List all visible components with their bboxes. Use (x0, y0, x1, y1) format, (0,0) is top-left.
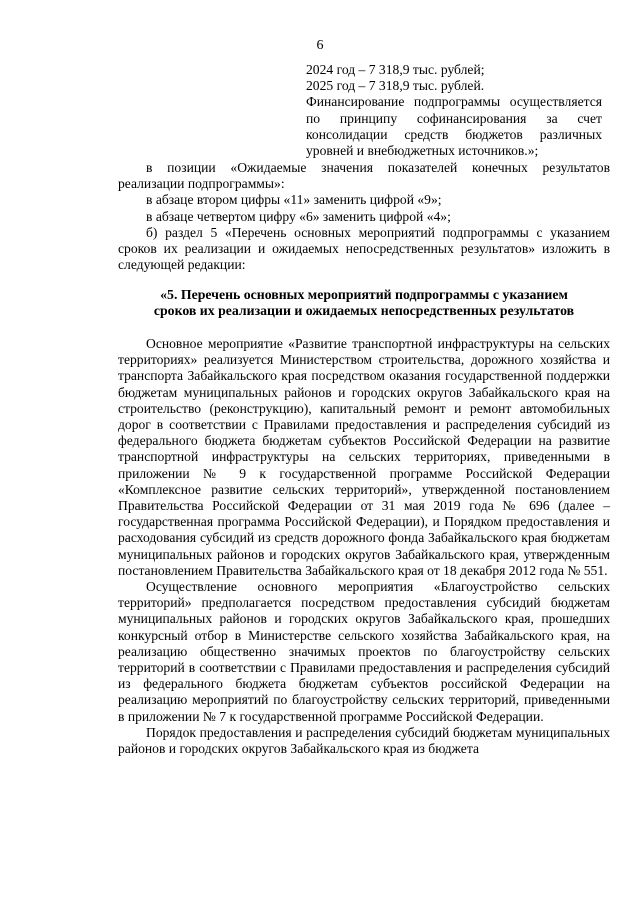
financing-2025-line: 2025 год – 7 318,9 тыс. рублей. (306, 78, 485, 94)
amendment-paragraph: в абзаце четвертом цифру «6» заменить цифрой «4»; (146, 208, 451, 224)
financing-2024-line: 2024 год – 7 318,9 тыс. рублей; (306, 62, 485, 77)
body-paragraph: Порядок предоставления и распределения субсидий бюджетам муниципальных районов и городских округов Забайкальского края из бюджета (118, 724, 610, 757)
amendment-paragraph: б) раздел 5 «Перечень основных мероприятий подпрограммы с указанием сроков их реализации и ожидаемых непосредственных результатов» изложить в следующей редакции: (118, 224, 610, 273)
body-paragraph: Основное мероприятие «Развитие транспортной инфраструктуры на сельских территориях» реализуется Министерством строительства, дорожного хозяйства и транспорта Забайкальского края посредством оказания государственной поддержки бюджетам муниципальных районов и городских округов Забайкальского края на строительство (реконструкцию), капитальный ремонт и ремонт автомобильных дорог в соответствии с Правилами предоставления и распределения субсидий из федерального бюджета бюджетам субъектов Российской Федерации на развитие транспортной инфраструктуры на сельских территориях, приведенными в приложении № 9 к государственной программе Российской Федерации «Комплексное развитие сельских территорий», утвержденной постановлением Правительства Российской Федерации от 31 мая 2019 года № 696 (далее – государственная программа Российской Федерации), и Порядком предоставления и расходования субсидий из средств дорожного фонда Забайкальского края бюджетам муниципальных районов и городских округов Забайкальского края, утвержденным постановлением Правительства Забайкальского края от 18 декабря 2012 года № 551. (118, 336, 610, 578)
section-body (118, 336, 610, 757)
section-heading-line: сроков их реализации и ожидаемых непосредственных результатов (153, 303, 575, 319)
financing-note: Финансирование подпрограммы осуществляется по принципу софинансирования за счет консолидации средств бюджетов различных уровней и внебюджетных источников.»; (306, 94, 602, 159)
body-paragraph: Осуществление основного мероприятия «Благоустройство сельских территорий» предполагается посредством предоставления субсидий бюджетам муниципальных районов и городских округов Забайкальского края, прошедших конкурсный отбор в Министерстве сельского хозяйства Забайкальского края, на реализацию общественно значимых проектов по благоустройству сельских территорий в соответствии с Правилами предоставления и распределения субсидий из федерального бюджета бюджетам субъектов российской Федерации на реализацию мероприятий по благоустройству сельских территорий, приведенными в приложении № 7 к государственной программе Российской Федерации. (118, 579, 610, 724)
amendment-paragraph: в позиции «Ожидаемые значения показателей конечных результатов реализации подпрограммы»: (118, 160, 610, 192)
section-heading-line: «5. Перечень основных мероприятий подпрограммы с указанием (160, 287, 568, 302)
amendment-paragraph: в абзаце втором цифры «11» заменить цифрой «9»; (146, 192, 442, 208)
section-heading (118, 287, 610, 320)
financing-block (306, 62, 602, 159)
page-number: 6 (316, 38, 324, 53)
amendments-block (118, 160, 610, 273)
